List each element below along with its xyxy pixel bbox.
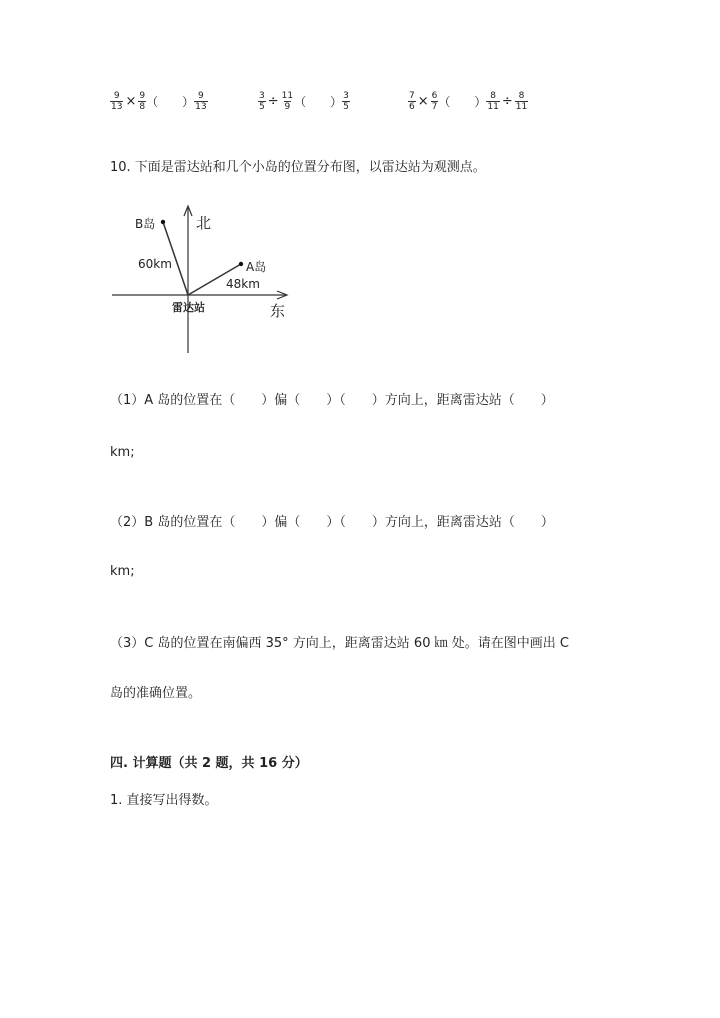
island-b-point <box>161 220 165 224</box>
section-4-question-1: 1. 直接写出得数。 <box>110 793 218 808</box>
island-a-point <box>239 262 243 266</box>
numerator: 8 <box>518 90 525 101</box>
numerator: 8 <box>490 90 496 101</box>
island-b-distance: 60km <box>138 257 172 271</box>
numerator: 11 <box>281 90 294 101</box>
denominator: 11 <box>487 101 499 112</box>
fraction <box>281 91 294 112</box>
island-a-distance: 48km <box>226 277 260 291</box>
sub-question-3-line-1: （3）C 岛的位置在南偏西 35° 方向上，距离雷达站 60 ㎞ 处。请在图中画出 C <box>110 636 569 651</box>
sub-question-3-line-2: 岛的准确位置。 <box>110 686 202 701</box>
sub-question-1-line-2: km; <box>110 445 135 460</box>
denominator: 8 <box>139 101 146 112</box>
fraction <box>138 91 146 112</box>
fraction <box>486 91 499 112</box>
denominator: 9 <box>284 101 291 112</box>
denominator: 7 <box>431 101 438 112</box>
answer-blank[interactable]: （ ） <box>438 94 487 109</box>
radar-position-diagram <box>100 198 300 358</box>
answer-blank[interactable]: （ ） <box>294 94 343 109</box>
denominator: 5 <box>343 101 349 112</box>
numerator: 6 <box>431 90 438 101</box>
denominator: 13 <box>111 101 123 112</box>
fraction <box>194 91 207 112</box>
comparison-1 <box>110 88 208 114</box>
fraction <box>515 91 528 112</box>
fraction <box>110 91 123 112</box>
sub-question-2-line-1: （2）B 岛的位置在（ ）偏（ ）（ ）方向上，距离雷达站（ ） <box>110 515 554 530</box>
numerator: 9 <box>197 90 204 101</box>
divide-sign: ÷ <box>501 93 513 109</box>
question-10-title: 10. 下面是雷达站和几个小岛的位置分布图，以雷达站为观测点。 <box>110 160 486 175</box>
north-label: 北 <box>196 214 212 232</box>
fraction <box>431 91 439 112</box>
island-a-label: A岛 <box>246 260 267 274</box>
numerator: 3 <box>343 90 349 101</box>
east-label: 东 <box>270 302 286 320</box>
comparison-2 <box>258 88 350 114</box>
fraction <box>408 91 416 112</box>
numerator: 3 <box>259 90 265 101</box>
comparison-3 <box>408 88 528 114</box>
multiply-sign: × <box>417 93 429 109</box>
denominator: 6 <box>409 101 415 112</box>
denominator: 13 <box>195 101 207 112</box>
fraction <box>342 91 350 112</box>
multiply-sign: × <box>125 93 137 109</box>
numerator: 9 <box>113 90 120 101</box>
numerator: 9 <box>139 90 146 101</box>
station-label: 雷达站 <box>172 301 205 314</box>
fraction <box>258 91 266 112</box>
denominator: 11 <box>515 101 528 112</box>
section-4-heading: 四. 计算题（共 2 题，共 16 分） <box>110 756 308 771</box>
divide-sign: ÷ <box>267 93 279 109</box>
sub-question-2-line-2: km; <box>110 564 135 579</box>
sub-question-1-line-1: （1）A 岛的位置在（ ）偏（ ）（ ）方向上，距离雷达站（ ） <box>110 393 554 408</box>
denominator: 5 <box>259 101 265 112</box>
numerator: 7 <box>409 90 415 101</box>
island-b-label: B岛 <box>135 217 156 231</box>
answer-blank[interactable]: （ ） <box>146 94 195 109</box>
